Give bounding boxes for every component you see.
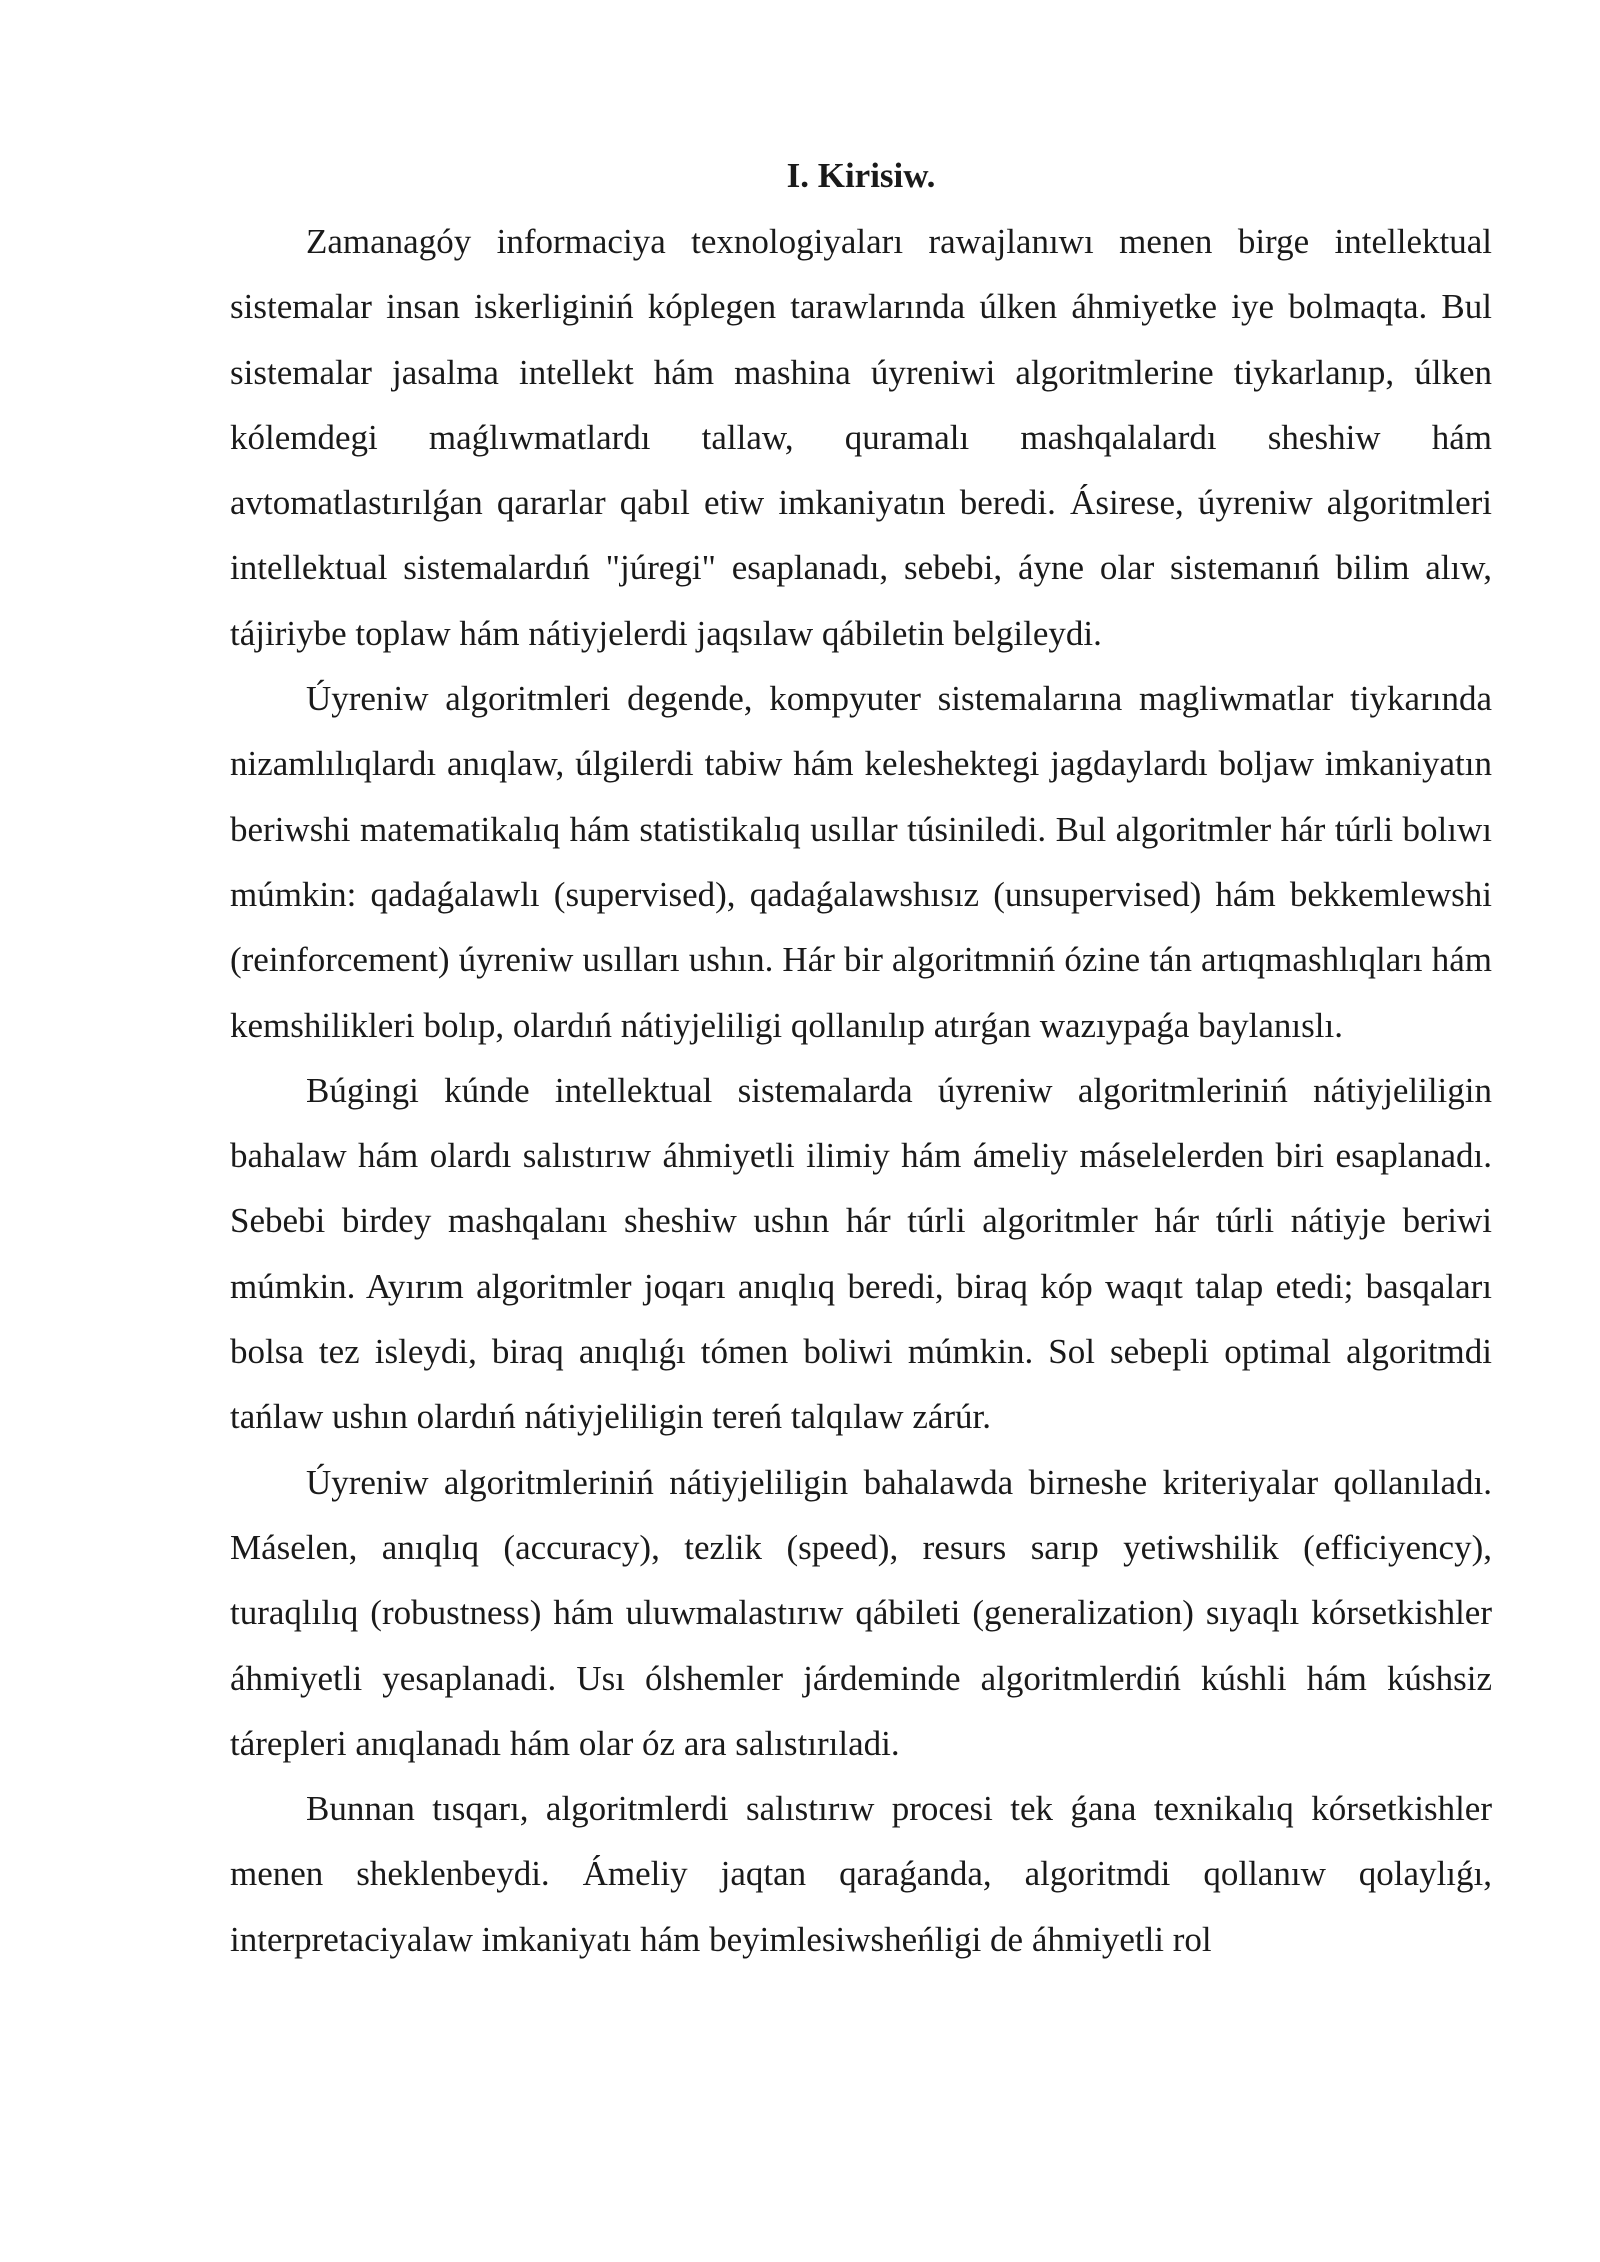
paragraph-1: Zamanagóy informaciya texnologiyaları rawajlanıwı menen birge intellektual sistemalar insan iskerliginiń kóplegen tarawlarında úlken áhmiyetke iye bolmaqta. Bul sistemalar jasalma intellekt hám mashina úyreniwi algoritmlerine tiykarlanıp, úlken kólemdegi maǵlıwmatlardı tallaw, quramalı mashqalalardı sheshiw hám avtomatlastırılǵan qararlar qabıl etiw imkaniyatın beredi. Ásirese, úyreniw algoritmleri intellektual sistemalardıń "júregi" esaplanadı, sebebi, áyne olar sistemanıń bilim alıw, tájiriybe toplaw hám nátiyjelerdi jaqsılaw qábiletin belgileydi. bbox=[230, 222, 1492, 653]
paragraph-5: Bunnan tısqarı, algoritmlerdi salıstırıw procesi tek ǵana texnikalıq kórsetkishler menen sheklenbeydi. Ámeliy jaqtan qaraǵanda, algoritmdi qollanıw qolaylıǵı, interpretaciyalaw imkaniyatı hám beyimlesiwsheńligi de áhmiyetli rol bbox=[230, 1789, 1492, 1959]
document-body bbox=[230, 152, 1492, 1972]
paragraph-2: Úyreniw algoritmleri degende, kompyuter sistemalarına magliwmatlar tiykarında nizamlılıqlardı anıqlaw, úlgilerdi tabiw hám keleshektegi jagdaylardı boljaw imkaniyatın beriwshi matematikalıq hám statistikalıq usıllar túsiniledi. Bul algoritmler hár túrli bolıwı múmkin: qadaǵalawlı (supervised), qadaǵalawshısız (unsupervised) hám bekkemlewshi (reinforcement) úyreniw usılları ushın. Hár bir algoritmniń ózine tán artıqmashlıqları hám kemshilikleri bolıp, olardıń nátiyjeliligi qollanılıp atırǵan wazıypaǵa baylanıslı. bbox=[230, 679, 1492, 1045]
section-heading: I. Kirisiw. bbox=[786, 156, 936, 195]
paragraph-4: Úyreniw algoritmleriniń nátiyjeliligin bahalawda birneshe kriteriyalar qollanıladı. Máselen, anıqlıq (accuracy), tezlik (speed), resurs sarıp yetiwshilik (efficiyency), turaqlılıq (robustness) hám uluwmalastırıw qábileti (generalization) sıyaqlı kórsetkishler áhmiyetli yesaplanadi. Usı ólshemler járdeminde algoritmlerdiń kúshli hám kúshsiz tárepleri anıqlanadı hám olar óz ara salıstırıladi. bbox=[230, 1462, 1492, 1763]
paragraph-3: Búgingi kúnde intellektual sistemalarda úyreniw algoritmleriniń nátiyjeliligin bahalaw hám olardı salıstırıw áhmiyetli ilimiy hám ámeliy máselelerden biri esaplanadı. Sebebi birdey mashqalanı sheshiw ushın hár túrli algoritmler hár túrli nátiyje beriwi múmkin. Ayırım algoritmler joqarı anıqlıq beredi, biraq kóp waqıt talap etedi; basqaları bolsa tez isleydi, biraq anıqlıǵı tómen boliwi múmkin. Sol sebepli optimal algoritmdi tańlaw ushın olardıń nátiyjeliligin tereń talqılaw zárúr. bbox=[230, 1070, 1492, 1437]
